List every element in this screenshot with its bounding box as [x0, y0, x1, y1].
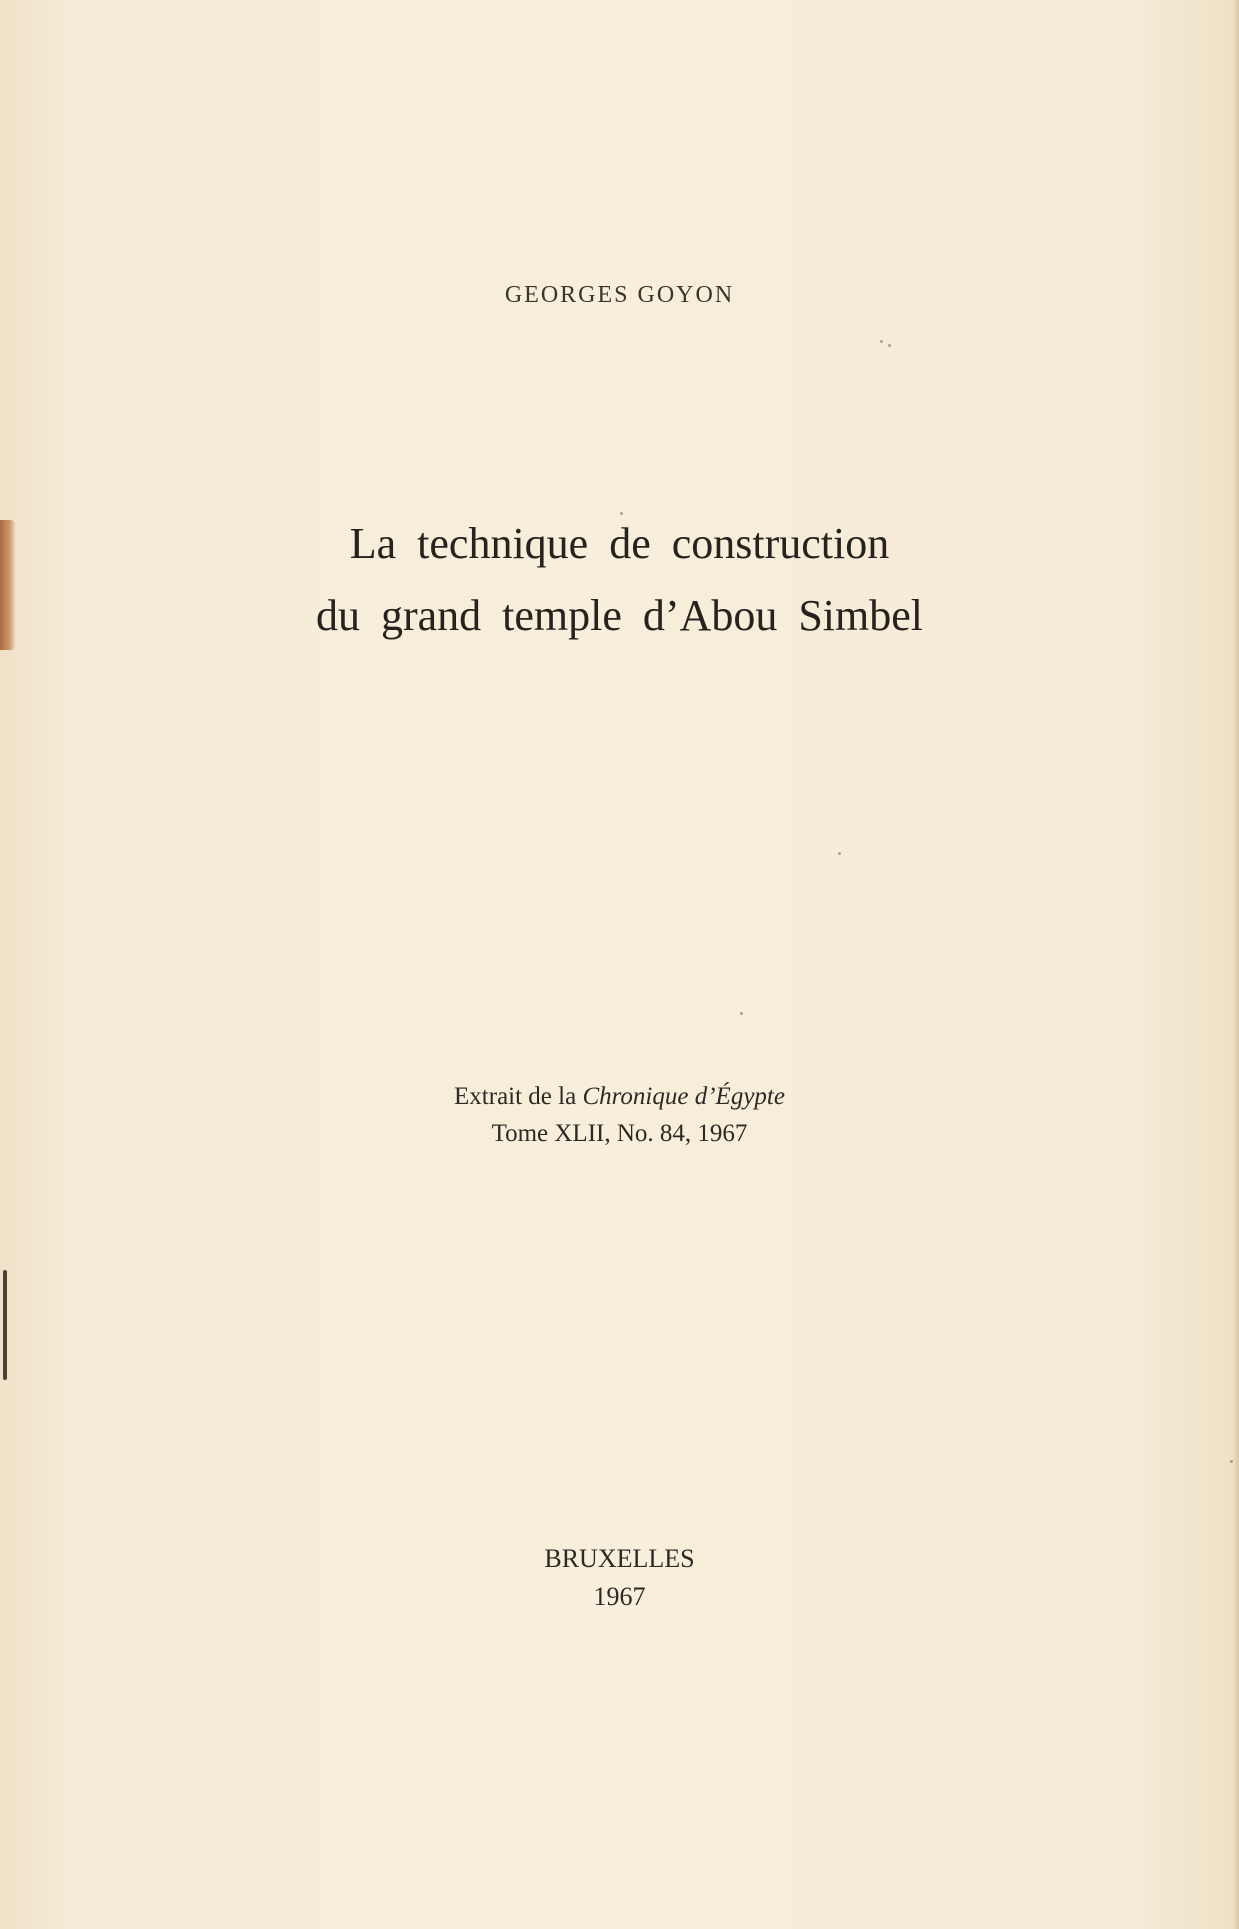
paper-speck: [888, 344, 891, 347]
paper-speck: [838, 852, 841, 855]
title-line-2: du grand temple d’Abou Simbel: [315, 591, 923, 640]
journal-name: Chronique d’Égypte: [582, 1083, 785, 1110]
imprint-city: BRUXELLES: [544, 1544, 695, 1573]
title-line-1: La technique de construction: [349, 519, 890, 568]
imprint: [0, 1540, 1239, 1616]
extract-prefix: Extrait de la: [454, 1083, 583, 1110]
paper-speck: [1230, 1460, 1233, 1463]
imprint-year: 1967: [593, 1582, 646, 1611]
paper-speck: [880, 340, 883, 343]
extract-volume: Tome XLII, No. 84, 1967: [491, 1120, 748, 1147]
staple: [3, 1270, 7, 1380]
document-title: [0, 508, 1239, 652]
paper-speck: [740, 1012, 743, 1015]
extract-notice: [0, 1078, 1239, 1152]
author-name: GEORGES GOYON: [504, 282, 735, 308]
extract-source: [0, 1078, 1239, 1115]
